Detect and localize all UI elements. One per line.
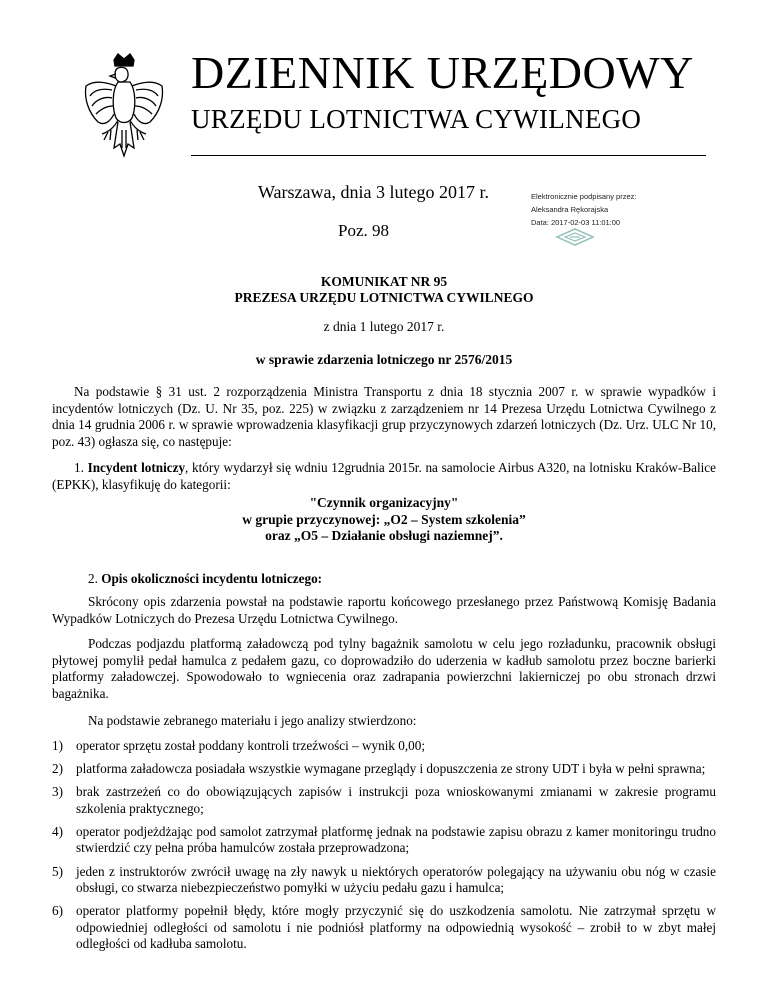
findings-intro: Na podstawie zebranego materiału i jego analizy stwierdzono:: [88, 713, 417, 728]
place-date: Warszawa, dnia 3 lutego 2017 r.: [258, 182, 489, 202]
document-title-line2: PREZESA URZĘDU LOTNICTWA CYWILNEGO: [234, 290, 534, 305]
list-item-number: 4): [52, 823, 63, 839]
document-title-line1: KOMUNIKAT NR 95: [320, 274, 448, 289]
list-item-number: 2): [52, 761, 63, 777]
header-divider: [191, 155, 706, 156]
category-line2: w grupie przyczynowej: „O2 – System szkolenia”: [242, 511, 526, 527]
point-1-paragraph: [52, 460, 716, 493]
signature-line-1: Elektronicznie podpisany przez:: [531, 192, 637, 201]
point-2-title: Opis okoliczności incydentu lotniczego:: [101, 571, 323, 586]
point-2-number: 2.: [88, 571, 98, 586]
polish-eagle-emblem-icon: [78, 52, 170, 164]
list-item: [52, 864, 716, 897]
journal-title: DZIENNIK URZĘDOWY: [191, 47, 694, 98]
intro-paragraph: Na podstawie § 31 ust. 2 rozporządzenia Ministra Transportu z dnia 18 stycznia 2007 r. w sprawie wypadków i incydentów lotniczych (Dz. U. Nr 35, poz. 225) w związku z zarządzeniem nr 14 Prezesa Urzędu Lotnictwa Cywilnego z dnia 14 grudnia 2006 r. w sprawie wprowadzenia klasyfikacji grup przyczynowych zdarzeń lotniczych (Dz. Urz. ULC Nr 10, poz. 43) ogłasza się, co następuje:: [52, 384, 716, 449]
signature-signer: Aleksandra Rękorajska: [531, 205, 609, 214]
list-item-number: 6): [52, 903, 63, 919]
signature-stamp-icon: [555, 228, 595, 246]
list-item-text: operator platformy popełnił błędy, które mogły przyczynić się do uszkodzenia samolotu. Nie zatrzymał sprzętu w odpowiedniej odległości od samolotu i nie podniósł platformy na odpowiednią wysokość – zrobił to w zbyt małej odległości od kadłuba samolotu.: [76, 903, 716, 952]
document-title: [0, 274, 768, 306]
list-item: [52, 738, 716, 755]
list-item: [52, 824, 716, 857]
position-number: Poz. 98: [338, 221, 389, 240]
list-item: [52, 903, 716, 953]
list-item-text: brak zastrzeżeń co do obowiązujących zapisów i instrukcji poza wnioskowanymi zmianami w zakresie programu szkolenia praktycznego;: [76, 784, 716, 816]
document-subject: w sprawie zdarzenia lotniczego nr 2576/2015: [255, 352, 513, 367]
list-item: [52, 784, 716, 817]
category-line1: "Czynnik organizacyjny": [309, 495, 459, 510]
journal-subtitle: URZĘDU LOTNICTWA CYWILNEGO: [191, 104, 642, 134]
point-1-number: 1.: [74, 460, 84, 475]
list-item-number: 1): [52, 738, 63, 753]
list-item-text: operator sprzętu został poddany kontroli trzeźwości – wynik 0,00;: [76, 738, 426, 753]
category-line3: oraz „O5 – Działanie obsługi naziemnej”.: [265, 528, 503, 544]
electronic-signature: [531, 190, 636, 229]
document-date: z dnia 1 lutego 2017 r.: [323, 319, 445, 334]
list-item-number: 3): [52, 784, 63, 800]
list-item-number: 5): [52, 863, 63, 879]
incident-description-paragraph: Podczas podjazdu platformą załadowczą pod tylny bagażnik samolotu w celu jego rozładunku, pracownik obsługi płytowej pomylił pedał hamulca z pedałem gazu, co doprowadziło do uderzenia w kadłub samolotu przez boczne barierki platformy załadowczej. Spowodowało to wgniecenia oraz zadrapania powierzchni lakierniczej po obu stronach drzwi bagażnika.: [52, 636, 716, 701]
summary-paragraph: Skrócony opis zdarzenia powstał na podstawie raportu końcowego przesłanego przez Państwową Komisję Badania Wypadków Lotniczych do Prezesa Urzędu Lotnictwa Cywilnego.: [52, 594, 716, 626]
signature-date: Data: 2017-02-03 11:01:00: [531, 218, 621, 227]
list-item-text: operator podjeżdżając pod samolot zatrzymał platformę jednak na podstawie zapisu obrazu z kamer monitoringu trudno stwierdzić czy pełna próba hamulców została przeprowadzona;: [76, 823, 716, 856]
point-2-heading: [88, 571, 322, 587]
classification-category: [0, 495, 768, 545]
point-1-text: , który wydarzył się wdniu 12grudnia 2015r. na samolocie Airbus A320, na lotnisku Kraków-Balice (EPKK), klasyfikuję do kategorii:: [52, 460, 716, 492]
list-item: [52, 761, 716, 778]
list-item-text: platforma załadowcza posiadała wszystkie wymagane przeglądy i dopuszczenia ze strony UDT i była w pełni sprawna;: [76, 761, 706, 777]
list-item-text: jeden z instruktorów zwrócił uwagę na zły nawyk u niektórych operatorów polegający na używaniu obu nóg w czasie obsługi, co stwarza niebezpieczeństwo pomyłki w użyciu pedału gazu i hamulca;: [76, 863, 716, 896]
point-1-heading: Incydent lotniczy: [87, 460, 186, 475]
findings-list: [52, 738, 716, 960]
